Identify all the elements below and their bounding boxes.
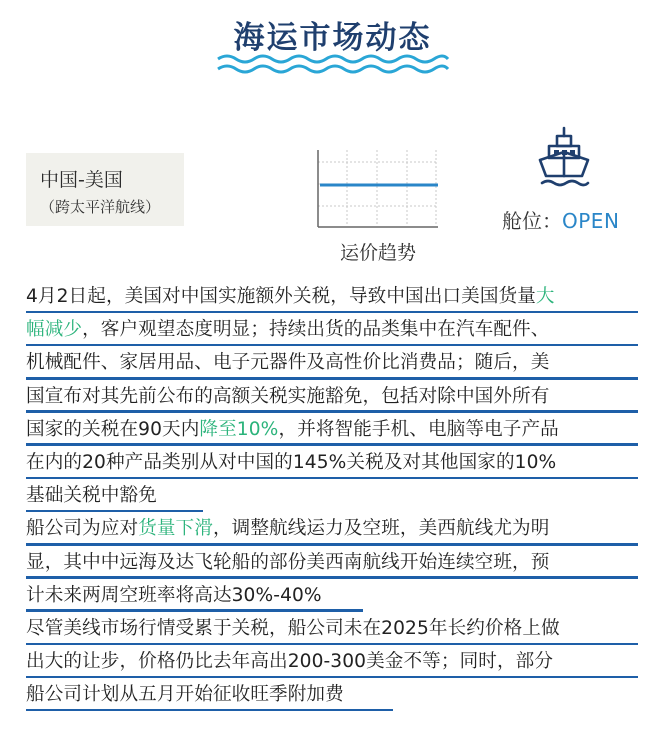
highlight-text: 幅减少 xyxy=(26,319,83,341)
text-segment: ，客户观望态度明显；持续出货的品类集中在汽车配件、 xyxy=(82,319,550,341)
market-news-text xyxy=(26,282,638,713)
text-line xyxy=(26,614,638,647)
text-line xyxy=(26,348,638,381)
text-line xyxy=(26,680,638,713)
text-segment: 基础关税中豁免 xyxy=(26,485,157,507)
text-line xyxy=(26,647,638,680)
text-segment: 船公司为应对 xyxy=(26,518,139,540)
highlight-text: 降至10% xyxy=(199,418,279,440)
text-segment: 船公司计划从五月开始征收旺季附加费 xyxy=(26,684,344,706)
text-line xyxy=(26,382,638,415)
trend-label: 运价趋势 xyxy=(339,242,416,264)
text-line xyxy=(26,315,638,348)
text-line xyxy=(26,548,638,581)
text-line xyxy=(26,581,638,614)
cabin-space-label: 舱位： xyxy=(502,209,562,233)
text-segment: 国家的关税在90天内 xyxy=(26,418,200,440)
freight-trend-chart xyxy=(316,148,440,230)
cabin-space-value: OPEN xyxy=(562,209,620,233)
text-line xyxy=(26,514,638,547)
text-segment: 机械配件、家居用品、电子元器件及高性价比消费品；随后，美 xyxy=(26,352,550,374)
text-line xyxy=(26,481,638,514)
text-segment: 国宣布对其先前公布的高额关税实施豁免，包括对除中国外所有 xyxy=(26,385,550,407)
text-segment: ，调整航线运力及空班，美西航线尤为明 xyxy=(212,518,550,540)
text-segment: 显，其中中远海及达飞轮船的部份美西南航线开始连续空班，预 xyxy=(26,551,550,573)
text-line xyxy=(26,282,638,315)
text-segment: 4月2日起，美国对中国实施额外关税，导致中国出口美国货量 xyxy=(26,286,536,307)
highlight-text: 大 xyxy=(535,286,555,307)
cargo-ship-icon xyxy=(538,126,590,188)
text-segment: ，并将智能手机、电脑等电子产品 xyxy=(278,418,559,440)
cabin-space-status xyxy=(502,205,619,234)
wave-decoration-icon xyxy=(216,52,450,76)
text-line xyxy=(26,415,638,448)
route-card xyxy=(26,153,184,226)
text-segment: 尽管美线市场行情受累于关税，船公司未在2025年长约价格上做 xyxy=(26,617,560,639)
highlight-text: 货量下滑 xyxy=(138,518,213,540)
text-segment: 出大的让步，价格仍比去年高出200-300美金不等；同时，部分 xyxy=(26,651,554,673)
route-subtitle: （跨太平洋航线） xyxy=(40,198,161,216)
text-line xyxy=(26,448,638,481)
text-segment: 计未来两周空班率将高达30%-40% xyxy=(26,584,322,606)
page-title: 海运市场动态 xyxy=(233,20,432,56)
route-name: 中国-美国 xyxy=(40,169,123,191)
text-segment: 在内的20种产品类别从对中国的145%关税及对其他国家的10% xyxy=(26,451,557,473)
